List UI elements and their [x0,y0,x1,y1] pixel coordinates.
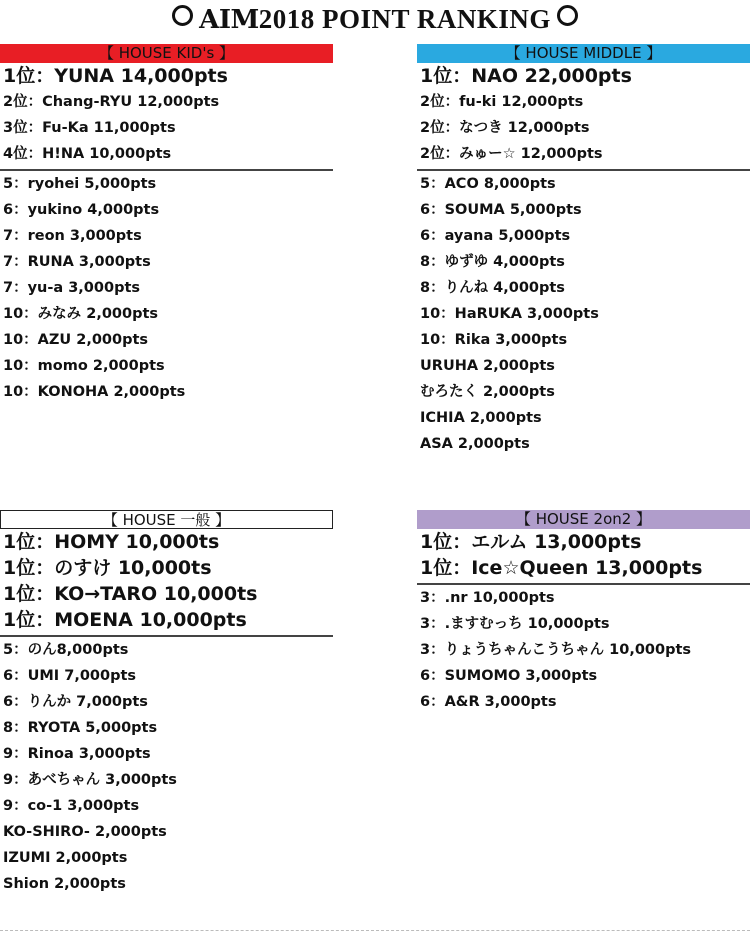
section-header: 【 HOUSE 2on2 】 [417,510,750,529]
ranking-entry: 3：.nr 10,000pts [420,590,555,606]
section-house-middle [417,44,750,457]
ranking-entry-top: 1位：NAO 22,000pts [420,65,632,87]
ranking-entry: 7：RUNA 3,000pts [3,254,151,270]
ranking-entry: 2位：なつき 12,000pts [420,120,590,136]
ranking-entry-top: 1位：YUNA 14,000pts [3,65,228,87]
ranking-entry: 6：ayana 5,000pts [420,228,571,244]
ranking-entry: 7：yu-a 3,000pts [3,280,141,296]
ranking-entry: ICHIA 2,000pts [420,410,542,426]
ranking-entry: 8：りんね 4,000pts [420,280,565,296]
ranking-entry: 7：reon 3,000pts [3,228,142,244]
ranking-entry: むろたく 2,000pts [420,384,555,400]
ranking-entry: Shion 2,000pts [3,876,126,892]
section-header: 【 HOUSE KID's 】 [0,44,333,63]
ranking-entry: 6：UMI 7,000pts [3,668,137,684]
ranking-entry: 4位：H!NA 10,000pts [3,146,172,162]
ranking-entry: 10：AZU 2,000pts [3,332,149,348]
ranking-entry: 2位：Chang-RYU 12,000pts [3,94,220,110]
section-header: 【 HOUSE 一般 】 [0,510,333,529]
ranking-entry-top: 1位：のすけ 10,000ts [3,557,212,579]
ranking-entry: 10：HaRUKA 3,000pts [420,306,599,322]
ranking-entry: 6：りんか 7,000pts [3,694,148,710]
ranking-entry: ASA 2,000pts [420,436,530,452]
ranking-entry: 10：Rika 3,000pts [420,332,568,348]
ranking-entry: 10：みなみ 2,000pts [3,306,159,322]
ranking-entry: 2位：fu-ki 12,000pts [420,94,584,110]
title-text: 2018 POINT RANKING [258,4,551,34]
circle-icon [557,5,578,26]
ranking-entry-top: 1位：HOMY 10,000ts [3,531,220,553]
ranking-entry: 3：.ますむっち 10,000pts [420,616,610,632]
ranking-entry-top: 1位：エルム 13,000pts [420,531,642,553]
ranking-entry: KO-SHIRO- 2,000pts [3,824,167,840]
section-header: 【 HOUSE MIDDLE 】 [417,44,750,63]
ranking-entry: 6：yukino 4,000pts [3,202,160,218]
ranking-entry: 6：SUMOMO 3,000pts [420,668,598,684]
ranking-entry: 3：りょうちゃんこうちゃん 10,000pts [420,642,692,658]
ranking-entry: 9：co-1 3,000pts [3,798,140,814]
ranking-entry: URUHA 2,000pts [420,358,555,374]
ranking-entry: 5：ryohei 5,000pts [3,176,157,192]
circle-icon [172,5,193,26]
ranking-entry-top: 1位：Ice☆Queen 13,000pts [420,557,703,579]
ranking-entry-top: 1位：KO→TARO 10,000ts [3,583,258,605]
ranking-entry: IZUMI 2,000pts [3,850,128,866]
ranking-entry-top: 1位：MOENA 10,000pts [3,609,247,631]
ranking-entry: 6：A&R 3,000pts [420,694,557,710]
page-title [0,4,750,35]
ranking-entry: 9：あべちゃん 3,000pts [3,772,177,788]
section-house-ippan [0,510,333,897]
bottom-divider [0,930,750,931]
ranking-entry: 9：Rinoa 3,000pts [3,746,151,762]
brand-logo: AIM [199,5,259,35]
ranking-entry: 2位：みゅー☆ 12,000pts [420,146,603,162]
ranking-entry: 10：momo 2,000pts [3,358,165,374]
ranking-entry: 8：RYOTA 5,000pts [3,720,158,736]
ranking-entry: 8：ゆずゆ 4,000pts [420,254,565,270]
ranking-entry: 5：ACO 8,000pts [420,176,556,192]
ranking-entry: 5：のん8,000pts [3,642,129,658]
section-house-2on2 [417,510,750,715]
ranking-entry: 3位：Fu-Ka 11,000pts [3,120,176,136]
ranking-entry: 10：KONOHA 2,000pts [3,384,186,400]
section-house-kids [0,44,333,405]
ranking-entry: 6：SOUMA 5,000pts [420,202,582,218]
